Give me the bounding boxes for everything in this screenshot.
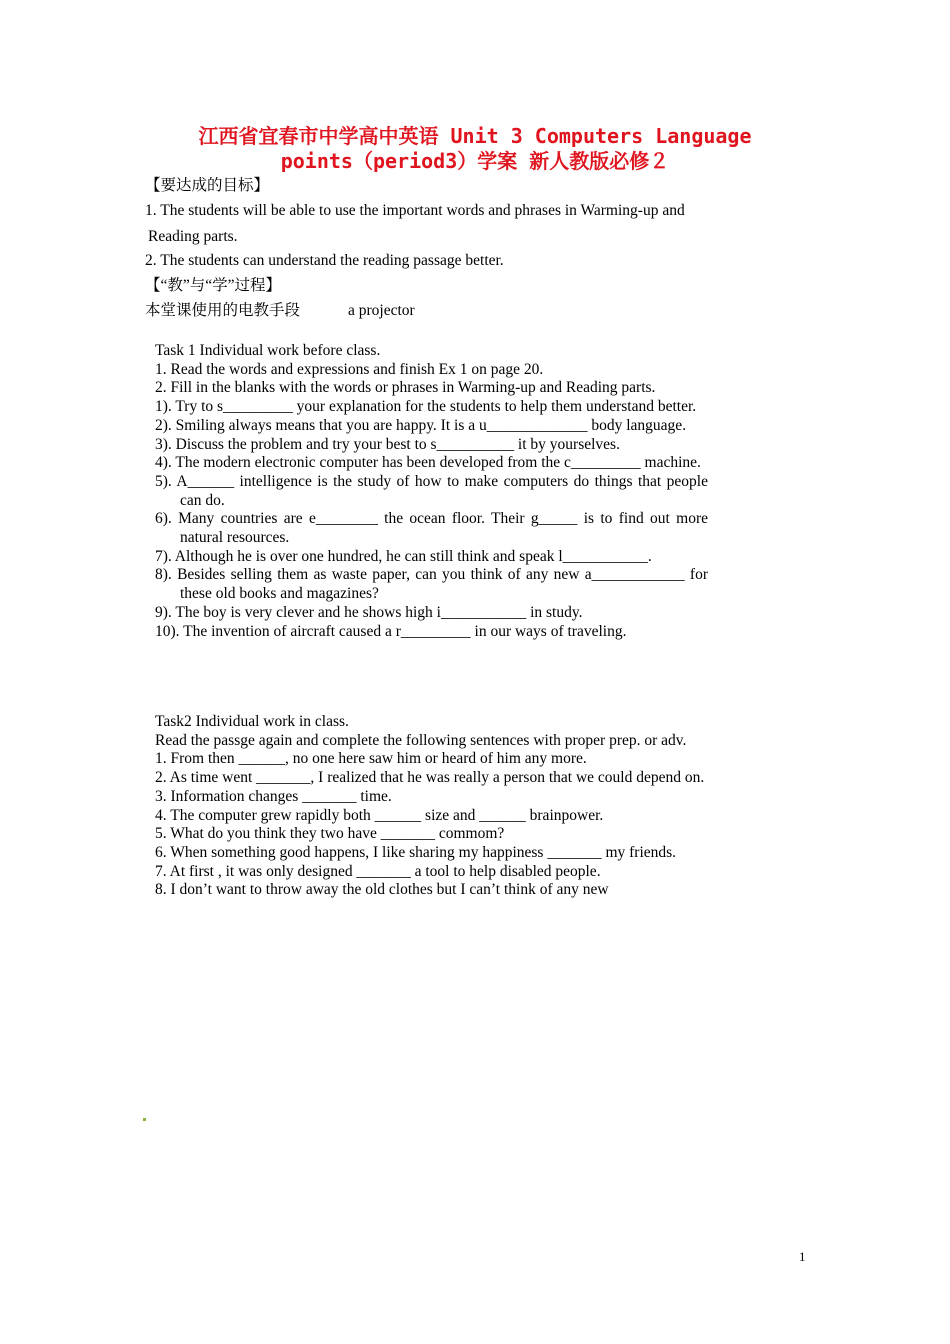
task2-item: 7. At first , it was only designed _______ a tool to help disabled people. [155, 862, 601, 880]
task1-section [155, 342, 708, 641]
task2-item: 4. The computer grew rapidly both ______ size and ______ brainpower. [155, 806, 604, 824]
task1-heading: Task 1 Individual work before class. [155, 342, 381, 359]
task1-item: 3). Discuss the problem and try your best to s__________ it by yourselves. [155, 435, 620, 453]
task2-section [155, 713, 708, 900]
task2-item: 5. What do you think they two have _______ commom? [155, 825, 505, 843]
task1-item: 7). Although he is over one hundred, he can still think and speak l___________. [155, 547, 652, 565]
task1-item: 8). Besides selling them as waste paper, can you think of any new a____________ for these old books and magazines? [155, 566, 708, 603]
task2-item: 3. Information changes _______ time. [155, 787, 392, 805]
page-number: 1 [799, 1249, 806, 1264]
task1-item: 4). The modern electronic computer has been developed from the c_________ machine. [155, 454, 701, 472]
task2-item: 1. From then ______, no one here saw him or heard of him any more. [155, 750, 587, 768]
task2-item: 6. When something good happens, I like sharing my happiness _______ my friends. [155, 843, 677, 861]
process-heading: 【“教”与“学”过程】 [145, 277, 282, 294]
media-label: 本堂课使用的电教手段 [145, 302, 301, 319]
task2-instruction: Read the passge again and complete the following sentences with proper prep. or adv. [155, 731, 687, 749]
task1-item: 6). Many countries are e________ the ocean floor. Their g_____ is to find out more natural resources. [155, 510, 708, 547]
document-title-line-2: points（period3）学案 新人教版必修２ [280, 149, 670, 173]
task1-item: 9). The boy is very clever and he shows high i___________ in study. [155, 603, 583, 621]
task1-item: 10). The invention of aircraft caused a r_________ in our ways of traveling. [155, 622, 627, 640]
document-title-line-1: 江西省宜春市中学高中英语 Unit 3 Computers Language [198, 124, 752, 148]
media-value: a projector [348, 302, 415, 319]
goal-item-1: 1. The students will be able to use the important words and phrases in Warming-up and [145, 202, 685, 219]
task1-instruction-2: 2. Fill in the blanks with the words or phrases in Warming-up and Reading parts. [155, 379, 656, 397]
goal-item-2: 2. The students can understand the reading passage better. [145, 252, 504, 269]
task1-item: 5). A______ intelligence is the study of how to make computers do things that people can do. [155, 472, 708, 509]
task1-item: 1). Try to s_________ your explanation for the students to help them understand better. [155, 398, 697, 416]
task2-item: 8. I don’t want to throw away the old clothes but I can’t think of any new [155, 881, 609, 899]
task1-instruction-1: 1. Read the words and expressions and finish Ex 1 on page 20. [155, 360, 544, 378]
task2-item: 2. As time went _______, I realized that he was really a person that we could depend on. [155, 769, 705, 787]
task2-heading: Task2 Individual work in class. [155, 713, 349, 730]
goals-heading: 【要达成的目标】 [145, 177, 270, 194]
scan-mark [143, 1118, 146, 1121]
task1-item: 2). Smiling always means that you are happy. It is a u_____________ body language. [155, 416, 687, 434]
goal-item-1-continued: Reading parts. [148, 228, 238, 245]
